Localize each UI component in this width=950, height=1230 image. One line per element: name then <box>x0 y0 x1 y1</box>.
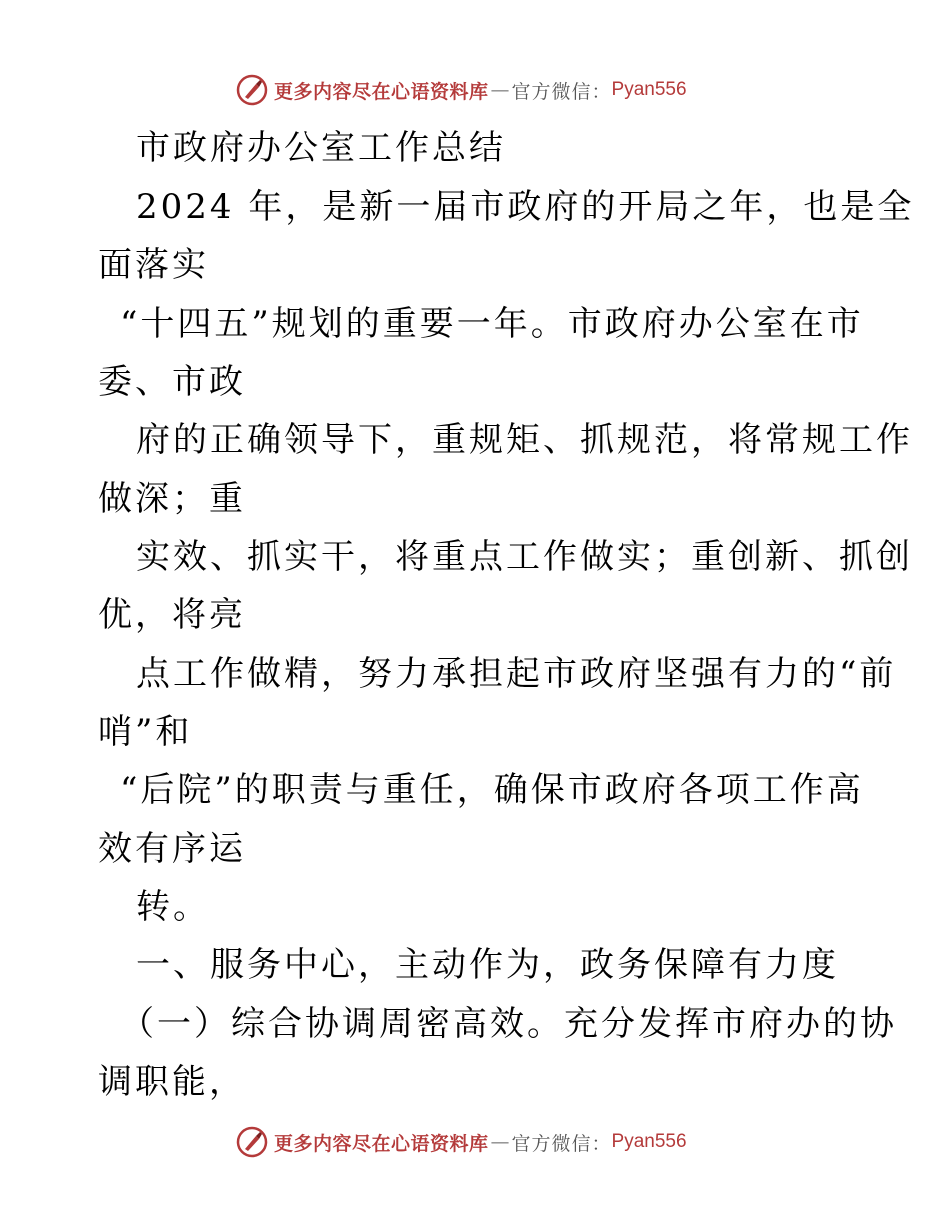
paragraph-line: 哨”和 <box>98 712 193 752</box>
watermark-brand: 更多内容尽在心语资料库 <box>274 80 489 103</box>
watermark-id: Pyan556 <box>611 79 687 100</box>
paragraph-line: 2024 年，是新一届市政府的开局之年，也是全 <box>136 187 915 227</box>
watermark-official: 官方微信： <box>511 80 612 103</box>
watermark-brand: 更多内容尽在心语资料库 <box>274 1132 489 1155</box>
pen-logo-icon <box>236 1126 268 1158</box>
paragraph-line: 调职能， <box>98 1062 246 1102</box>
watermark-dash: — <box>490 1131 510 1153</box>
section-heading: 一、服务中心，主动作为，政务保障有力度 <box>136 945 839 985</box>
paragraph-line: 点工作做精，努力承担起市政府坚强有力的“前 <box>136 654 897 694</box>
paragraph-line: “后院”的职责与重任，确保市政府各项工作高 <box>120 770 864 810</box>
watermark-official: 官方微信： <box>511 1132 612 1155</box>
watermark-dash: — <box>490 79 510 101</box>
footer-watermark <box>236 1124 687 1160</box>
paragraph-line: 转。 <box>136 887 210 927</box>
paragraph-line: 做深；重 <box>98 479 246 519</box>
paragraph-line: 优，将亮 <box>98 595 246 635</box>
paragraph-line: 效有序运 <box>98 829 246 869</box>
paragraph-line: “十四五”规划的重要一年。市政府办公室在市 <box>120 304 864 344</box>
watermark-id: Pyan556 <box>611 1131 687 1152</box>
header-watermark <box>236 72 687 108</box>
paragraph-line: 府的正确领导下，重规矩、抓规范，将常规工作 <box>136 420 913 460</box>
paragraph-line: 委、市政 <box>98 362 246 402</box>
pen-logo-icon <box>236 74 268 106</box>
paragraph-line: 面落实 <box>98 245 209 285</box>
paragraph-line: （一）综合协调周密高效。充分发挥市府办的协 <box>120 1004 897 1044</box>
paragraph-line: 实效、抓实干，将重点工作做实；重创新、抓创 <box>136 537 913 577</box>
document-title: 市政府办公室工作总结 <box>136 128 506 168</box>
